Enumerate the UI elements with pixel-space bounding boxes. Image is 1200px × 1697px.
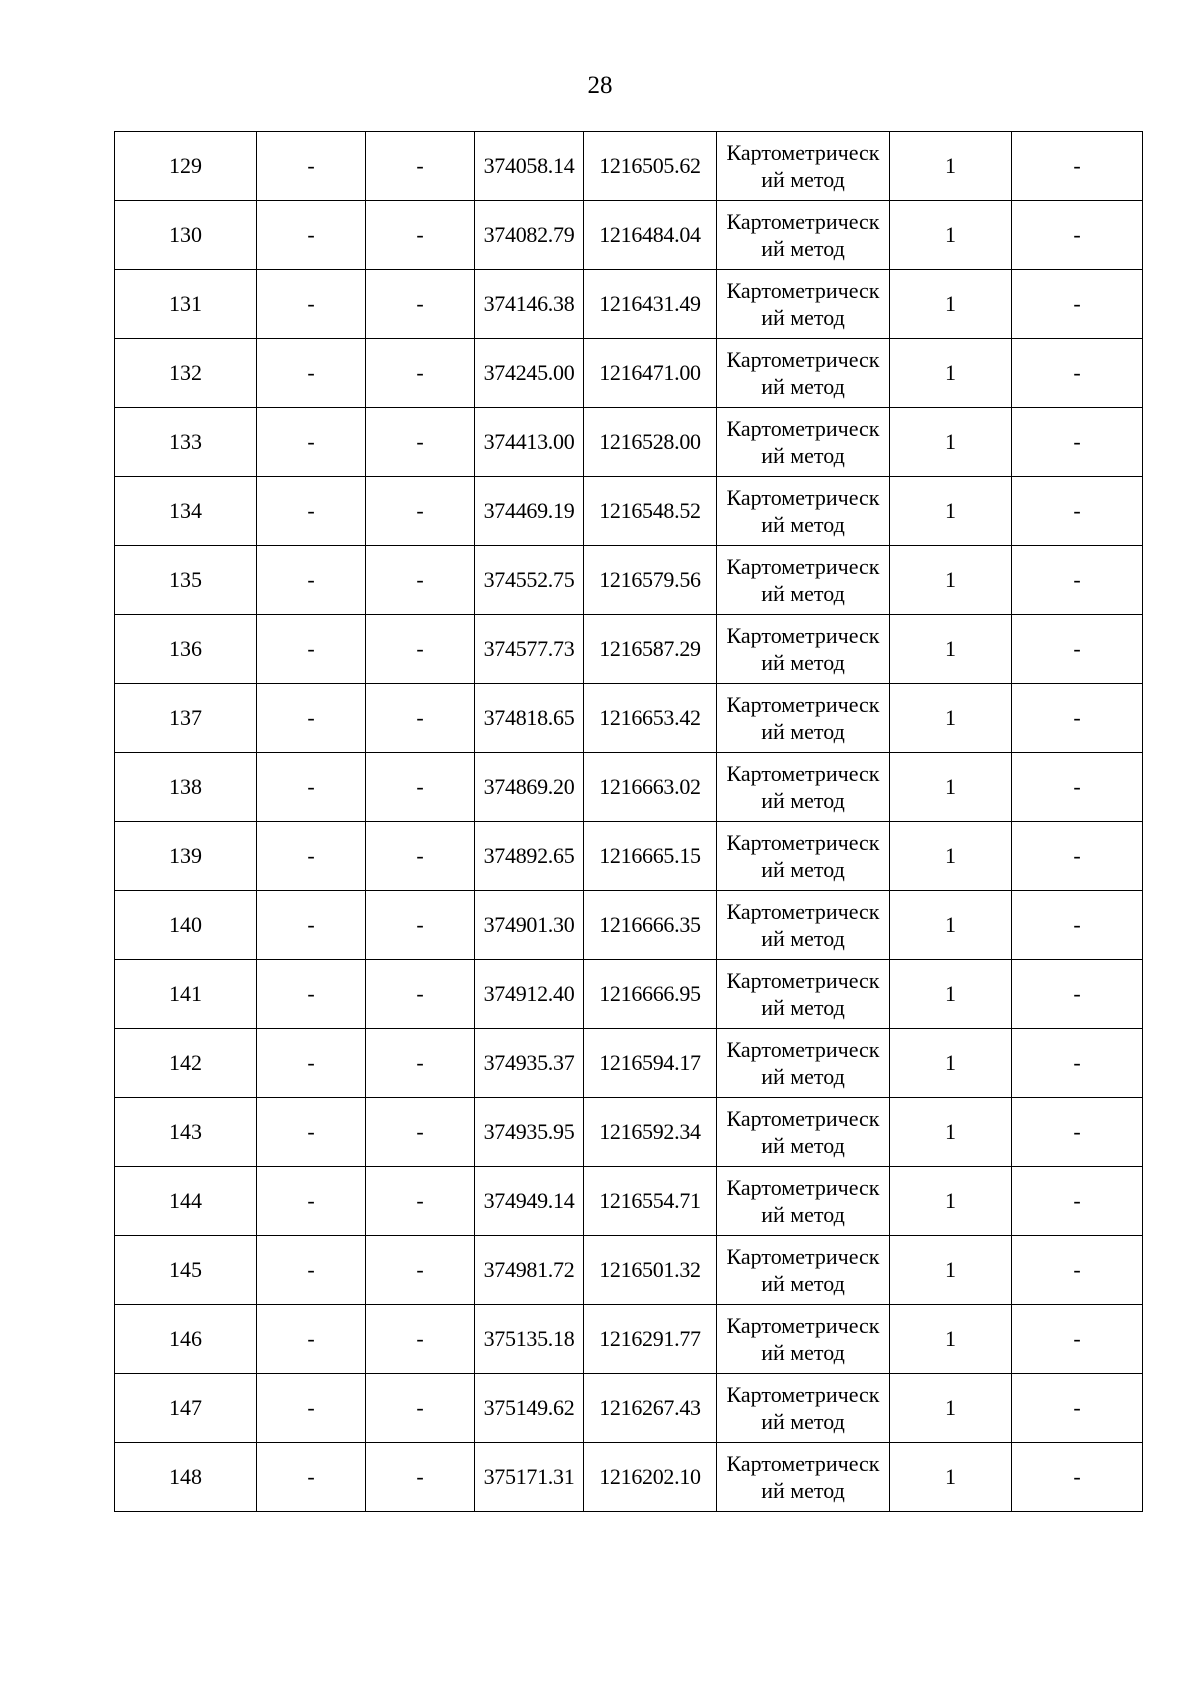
y-coordinate-cell: 1216484.04	[584, 201, 717, 270]
method-text: Картометрический метод	[726, 1451, 880, 1503]
empty-cell: -	[257, 201, 366, 270]
x-coordinate-cell: 375149.62	[475, 1374, 584, 1443]
empty-cell: -	[257, 753, 366, 822]
accuracy-cell: 1	[890, 1167, 1012, 1236]
empty-cell: -	[257, 1305, 366, 1374]
accuracy-cell: 1	[890, 1236, 1012, 1305]
x-coordinate-cell: 374552.75	[475, 546, 584, 615]
accuracy-cell: 1	[890, 339, 1012, 408]
method-cell	[717, 270, 890, 339]
accuracy-cell: 1	[890, 132, 1012, 201]
table-row	[115, 684, 1143, 753]
empty-cell: -	[366, 339, 475, 408]
y-coordinate-cell: 1216267.43	[584, 1374, 717, 1443]
method-cell	[717, 1374, 890, 1443]
x-coordinate-cell: 374082.79	[475, 201, 584, 270]
empty-cell: -	[366, 1167, 475, 1236]
point-number-cell: 148	[115, 1443, 257, 1512]
empty-cell: -	[1012, 1374, 1143, 1443]
point-number-cell: 134	[115, 477, 257, 546]
y-coordinate-cell: 1216554.71	[584, 1167, 717, 1236]
empty-cell: -	[1012, 753, 1143, 822]
accuracy-cell: 1	[890, 822, 1012, 891]
y-coordinate-cell: 1216431.49	[584, 270, 717, 339]
point-number-cell: 147	[115, 1374, 257, 1443]
accuracy-cell: 1	[890, 615, 1012, 684]
method-text: Картометрический метод	[726, 416, 880, 468]
empty-cell: -	[1012, 1236, 1143, 1305]
x-coordinate-cell: 375135.18	[475, 1305, 584, 1374]
y-coordinate-cell: 1216202.10	[584, 1443, 717, 1512]
x-coordinate-cell: 374577.73	[475, 615, 584, 684]
x-coordinate-cell: 374245.00	[475, 339, 584, 408]
empty-cell: -	[257, 132, 366, 201]
y-coordinate-cell: 1216666.95	[584, 960, 717, 1029]
method-cell	[717, 339, 890, 408]
y-coordinate-cell: 1216594.17	[584, 1029, 717, 1098]
table-body	[115, 132, 1143, 1512]
method-cell	[717, 753, 890, 822]
accuracy-cell: 1	[890, 1098, 1012, 1167]
empty-cell: -	[1012, 1098, 1143, 1167]
method-text: Картометрический метод	[726, 899, 880, 951]
empty-cell: -	[1012, 546, 1143, 615]
table-row	[115, 132, 1143, 201]
method-text: Картометрический метод	[726, 968, 880, 1020]
empty-cell: -	[1012, 408, 1143, 477]
empty-cell: -	[366, 408, 475, 477]
point-number-cell: 139	[115, 822, 257, 891]
method-text: Картометрический метод	[726, 623, 880, 675]
y-coordinate-cell: 1216548.52	[584, 477, 717, 546]
empty-cell: -	[1012, 339, 1143, 408]
empty-cell: -	[366, 546, 475, 615]
empty-cell: -	[366, 891, 475, 960]
method-cell	[717, 1236, 890, 1305]
point-number-cell: 143	[115, 1098, 257, 1167]
method-cell	[717, 408, 890, 477]
x-coordinate-cell: 374818.65	[475, 684, 584, 753]
accuracy-cell: 1	[890, 960, 1012, 1029]
point-number-cell: 136	[115, 615, 257, 684]
empty-cell: -	[1012, 1305, 1143, 1374]
empty-cell: -	[366, 753, 475, 822]
y-coordinate-cell: 1216653.42	[584, 684, 717, 753]
method-cell	[717, 615, 890, 684]
method-text: Картометрический метод	[726, 278, 880, 330]
x-coordinate-cell: 374058.14	[475, 132, 584, 201]
accuracy-cell: 1	[890, 1443, 1012, 1512]
accuracy-cell: 1	[890, 201, 1012, 270]
empty-cell: -	[366, 270, 475, 339]
table-row	[115, 615, 1143, 684]
empty-cell: -	[257, 822, 366, 891]
empty-cell: -	[1012, 822, 1143, 891]
empty-cell: -	[366, 822, 475, 891]
x-coordinate-cell: 374413.00	[475, 408, 584, 477]
method-text: Картометрический метод	[726, 692, 880, 744]
empty-cell: -	[257, 408, 366, 477]
method-cell	[717, 960, 890, 1029]
method-cell	[717, 891, 890, 960]
accuracy-cell: 1	[890, 1374, 1012, 1443]
x-coordinate-cell: 375171.31	[475, 1443, 584, 1512]
accuracy-cell: 1	[890, 753, 1012, 822]
method-text: Картометрический метод	[726, 1382, 880, 1434]
y-coordinate-cell: 1216592.34	[584, 1098, 717, 1167]
empty-cell: -	[366, 615, 475, 684]
method-cell	[717, 1167, 890, 1236]
method-text: Картометрический метод	[726, 1175, 880, 1227]
x-coordinate-cell: 374949.14	[475, 1167, 584, 1236]
table-row	[115, 408, 1143, 477]
y-coordinate-cell: 1216663.02	[584, 753, 717, 822]
table-row	[115, 1098, 1143, 1167]
empty-cell: -	[257, 1167, 366, 1236]
empty-cell: -	[1012, 1029, 1143, 1098]
point-number-cell: 141	[115, 960, 257, 1029]
empty-cell: -	[1012, 891, 1143, 960]
accuracy-cell: 1	[890, 408, 1012, 477]
empty-cell: -	[1012, 1443, 1143, 1512]
x-coordinate-cell: 374935.95	[475, 1098, 584, 1167]
method-cell	[717, 822, 890, 891]
empty-cell: -	[1012, 615, 1143, 684]
method-text: Картометрический метод	[726, 830, 880, 882]
method-text: Картометрический метод	[726, 1106, 880, 1158]
method-cell	[717, 1305, 890, 1374]
table-row	[115, 201, 1143, 270]
method-text: Картометрический метод	[726, 1313, 880, 1365]
empty-cell: -	[366, 1098, 475, 1167]
point-number-cell: 135	[115, 546, 257, 615]
empty-cell: -	[257, 615, 366, 684]
empty-cell: -	[257, 960, 366, 1029]
point-number-cell: 130	[115, 201, 257, 270]
empty-cell: -	[257, 1236, 366, 1305]
empty-cell: -	[366, 1305, 475, 1374]
empty-cell: -	[366, 132, 475, 201]
empty-cell: -	[366, 960, 475, 1029]
accuracy-cell: 1	[890, 546, 1012, 615]
point-number-cell: 146	[115, 1305, 257, 1374]
table-row	[115, 546, 1143, 615]
method-text: Картометрический метод	[726, 761, 880, 813]
point-number-cell: 137	[115, 684, 257, 753]
accuracy-cell: 1	[890, 1305, 1012, 1374]
y-coordinate-cell: 1216471.00	[584, 339, 717, 408]
point-number-cell: 131	[115, 270, 257, 339]
y-coordinate-cell: 1216505.62	[584, 132, 717, 201]
page-number: 28	[587, 72, 613, 99]
table-row	[115, 270, 1143, 339]
empty-cell: -	[366, 477, 475, 546]
method-cell	[717, 201, 890, 270]
table-row	[115, 1029, 1143, 1098]
empty-cell: -	[257, 1443, 366, 1512]
table-row	[115, 753, 1143, 822]
table-row	[115, 1236, 1143, 1305]
empty-cell: -	[257, 684, 366, 753]
empty-cell: -	[366, 1029, 475, 1098]
empty-cell: -	[1012, 201, 1143, 270]
method-text: Картометрический метод	[726, 554, 880, 606]
empty-cell: -	[1012, 270, 1143, 339]
empty-cell: -	[366, 684, 475, 753]
table-row	[115, 1305, 1143, 1374]
empty-cell: -	[257, 891, 366, 960]
y-coordinate-cell: 1216501.32	[584, 1236, 717, 1305]
point-number-cell: 129	[115, 132, 257, 201]
point-number-cell: 132	[115, 339, 257, 408]
table-row	[115, 1374, 1143, 1443]
method-cell	[717, 546, 890, 615]
accuracy-cell: 1	[890, 477, 1012, 546]
method-cell	[717, 1029, 890, 1098]
empty-cell: -	[257, 1098, 366, 1167]
method-text: Картометрический метод	[726, 140, 880, 192]
empty-cell: -	[1012, 960, 1143, 1029]
table-row	[115, 477, 1143, 546]
method-cell	[717, 1098, 890, 1167]
point-number-cell: 133	[115, 408, 257, 477]
x-coordinate-cell: 374912.40	[475, 960, 584, 1029]
x-coordinate-cell: 374146.38	[475, 270, 584, 339]
accuracy-cell: 1	[890, 270, 1012, 339]
point-number-cell: 140	[115, 891, 257, 960]
method-cell	[717, 684, 890, 753]
empty-cell: -	[366, 201, 475, 270]
table-row	[115, 1167, 1143, 1236]
x-coordinate-cell: 374901.30	[475, 891, 584, 960]
accuracy-cell: 1	[890, 891, 1012, 960]
table-row	[115, 891, 1143, 960]
coordinates-table	[114, 131, 1143, 1512]
point-number-cell: 144	[115, 1167, 257, 1236]
method-text: Картометрический метод	[726, 347, 880, 399]
point-number-cell: 138	[115, 753, 257, 822]
x-coordinate-cell: 374935.37	[475, 1029, 584, 1098]
table-row	[115, 339, 1143, 408]
method-text: Картометрический метод	[726, 1244, 880, 1296]
empty-cell: -	[257, 477, 366, 546]
x-coordinate-cell: 374869.20	[475, 753, 584, 822]
point-number-cell: 145	[115, 1236, 257, 1305]
accuracy-cell: 1	[890, 684, 1012, 753]
empty-cell: -	[1012, 132, 1143, 201]
empty-cell: -	[257, 546, 366, 615]
x-coordinate-cell: 374469.19	[475, 477, 584, 546]
table-row	[115, 960, 1143, 1029]
table-row	[115, 822, 1143, 891]
x-coordinate-cell: 374981.72	[475, 1236, 584, 1305]
y-coordinate-cell: 1216579.56	[584, 546, 717, 615]
y-coordinate-cell: 1216666.35	[584, 891, 717, 960]
y-coordinate-cell: 1216291.77	[584, 1305, 717, 1374]
method-text: Картометрический метод	[726, 485, 880, 537]
empty-cell: -	[257, 270, 366, 339]
empty-cell: -	[1012, 477, 1143, 546]
empty-cell: -	[257, 339, 366, 408]
accuracy-cell: 1	[890, 1029, 1012, 1098]
empty-cell: -	[366, 1236, 475, 1305]
table-row	[115, 1443, 1143, 1512]
empty-cell: -	[366, 1374, 475, 1443]
empty-cell: -	[366, 1443, 475, 1512]
empty-cell: -	[257, 1029, 366, 1098]
empty-cell: -	[1012, 684, 1143, 753]
x-coordinate-cell: 374892.65	[475, 822, 584, 891]
method-cell	[717, 132, 890, 201]
method-text: Картометрический метод	[726, 1037, 880, 1089]
y-coordinate-cell: 1216587.29	[584, 615, 717, 684]
method-cell	[717, 1443, 890, 1512]
point-number-cell: 142	[115, 1029, 257, 1098]
empty-cell: -	[1012, 1167, 1143, 1236]
empty-cell: -	[257, 1374, 366, 1443]
y-coordinate-cell: 1216665.15	[584, 822, 717, 891]
method-text: Картометрический метод	[726, 209, 880, 261]
method-cell	[717, 477, 890, 546]
y-coordinate-cell: 1216528.00	[584, 408, 717, 477]
